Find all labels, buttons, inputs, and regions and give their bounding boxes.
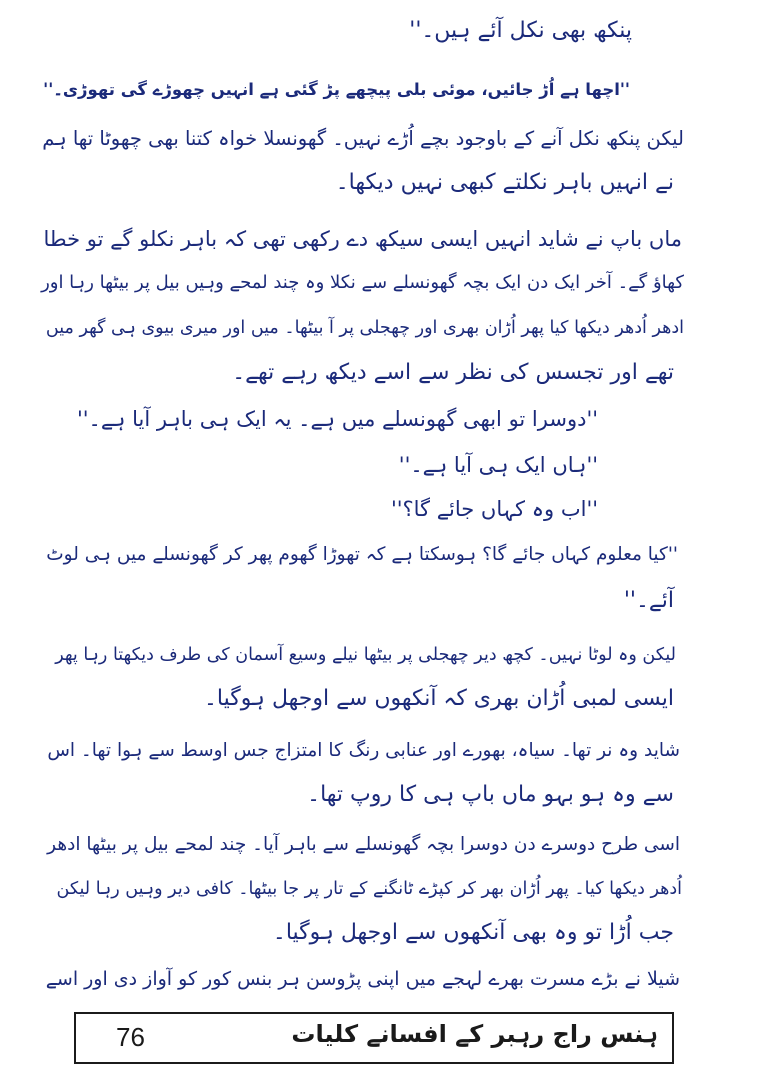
dialogue-line: ''کیا معلوم کہاں جائے گا؟ ہوسکتا ہے کہ تھوڑا گھوم پھر کر گھونسلے میں ہی لوٹ [46, 544, 678, 565]
dialogue-line: ''اچھا ہے اُڑ جائیں، موئی بلی پیچھے پڑ گئی ہے انہیں چھوڑے گی تھوڑی۔'' [43, 80, 630, 99]
text-line: ماں باپ نے شاید انہیں ایسی سیکھ دے رکھی تھی کہ باہر نکلو گے تو خطا [43, 227, 682, 251]
dialogue-line: ''ہاں ایک ہی آیا ہے۔'' [398, 453, 598, 477]
dialogue-line: ''اب وہ کہاں جائے گا؟'' [390, 497, 598, 521]
text-line: ادھر اُدھر دیکھا کیا پھر اُڑان بھری اور چھجلی پر آ بیٹھا۔ میں اور میری بیوی ہی گھر میں [45, 318, 684, 338]
text-line: جب اُڑا تو وہ بھی آنکھوں سے اوجھل ہوگیا۔ [272, 920, 674, 945]
text-line: پنکھ بھی نکل آئے ہیں۔'' [409, 18, 632, 43]
text-line: کھاؤ گے۔ آخر ایک دن ایک بچہ گھونسلے سے نکلا وہ چند لمحے وہیں بیل پر بیٹھا رہا اور [41, 272, 684, 293]
text-line: ایسی لمبی اُڑان بھری کہ آنکھوں سے اوجھل ہوگیا۔ [203, 686, 674, 711]
text-line: سے وہ ہو بہو ماں باپ ہی کا روپ تھا۔ [307, 782, 674, 807]
text-line: لیکن پنکھ نکل آنے کے باوجود بچے اُڑے نہیں۔ گھونسلا خواہ کتنا بھی چھوٹا تھا ہم [42, 127, 684, 150]
dialogue-line: ''دوسرا تو ابھی گھونسلے میں ہے۔ یہ ایک ہی باہر آیا ہے۔'' [77, 407, 598, 431]
text-line: اُدھر دیکھا کیا۔ پھر اُڑان بھر کر کپڑے ٹانگنے کے تار پر جا بیٹھا۔ کافی دیر وہیں رہا لیکن [56, 879, 682, 899]
dialogue-line: آئے۔'' [623, 588, 674, 613]
book-title: ہنس راج رہبر کے افسانے کلیات [291, 1020, 658, 1048]
text-line: لیکن وہ لوٹا نہیں۔ کچھ دیر چھجلی پر بیٹھا نیلے وسیع آسمان کی طرف دیکھتا رہا پھر [55, 645, 676, 665]
text-line: نے انہیں باہر نکلتے کبھی نہیں دیکھا۔ [335, 170, 674, 195]
text-line: تھے اور تجسس کی نظر سے اسے دیکھ رہے تھے۔ [232, 360, 674, 385]
text-line: شاید وہ نر تھا۔ سیاہ، بھورے اور عنابی رنگ کا امتزاج جس اوسط سے ہوا تھا۔ اس [47, 740, 680, 761]
text-line: اسی طرح دوسرے دن دوسرا بچہ گھونسلے سے باہر آیا۔ چند لمحے بیل پر بیٹھا ادھر [47, 834, 680, 855]
text-line: شیلا نے بڑے مسرت بھرے لہجے میں اپنی پڑوسن ہر بنس کور کو آواز دی اور اسے [45, 968, 680, 990]
page-number: 76 [116, 1022, 145, 1052]
page-footer [74, 1012, 674, 1064]
